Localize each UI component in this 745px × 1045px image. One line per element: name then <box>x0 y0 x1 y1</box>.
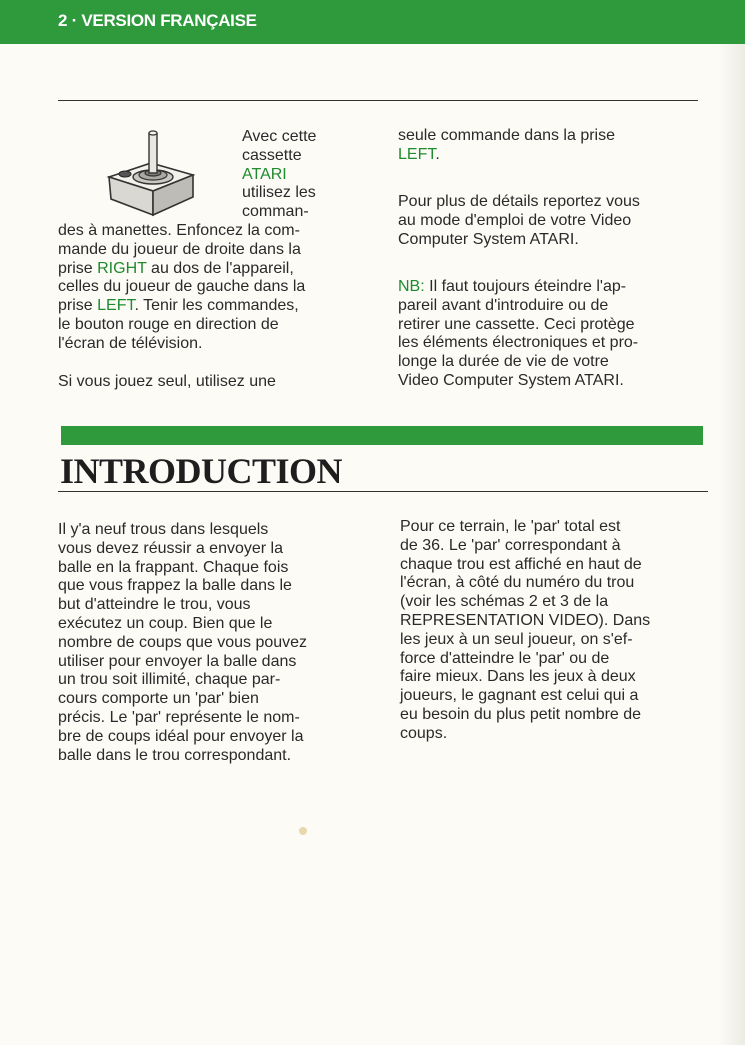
text-line: cours comporte un 'par' bien <box>58 690 259 708</box>
text-line: le bouton rouge en direction de <box>58 315 279 333</box>
text-line: comman- <box>242 203 309 221</box>
text-line: faire mieux. Dans les jeux à deux <box>400 668 636 686</box>
text-line: exécutez un coup. Bien que le <box>58 614 273 632</box>
text-line: REPRESENTATION VIDEO). Dans <box>400 611 651 629</box>
text-line: Avec cette <box>242 128 317 145</box>
text-line: mande du joueur de droite dans la <box>58 240 301 258</box>
text-line: Computer System ATARI. <box>398 230 579 248</box>
joystick-icon <box>105 125 205 220</box>
text-segment: . <box>435 145 440 163</box>
intro-right-p2 <box>398 193 640 249</box>
right-port-label: RIGHT <box>97 259 147 277</box>
text-line: chaque trou est affiché en haut de <box>400 555 642 573</box>
paper-speck <box>299 827 307 835</box>
text-line: Si vous jouez seul, utilisez une <box>58 373 276 390</box>
text-line: nombre de coups que vous pouvez <box>58 633 308 651</box>
section-title: INTRODUCTION <box>60 451 343 491</box>
text-line: eu besoin du plus petit nombre de <box>400 705 642 723</box>
text-line <box>398 278 638 297</box>
text-segment: prise <box>58 259 98 277</box>
text-line: au mode d'emploi de votre Video <box>398 211 632 229</box>
text-line <box>58 297 305 316</box>
text-line: ATARI <box>242 165 287 183</box>
text-line: précis. Le 'par' représente le nom- <box>58 708 300 726</box>
text-line: utiliser pour envoyer la balle dans <box>58 652 297 670</box>
text-line: Pour ce terrain, le 'par' total est <box>400 518 621 535</box>
text-line: de 36. Le 'par' correspondant à <box>400 536 621 554</box>
text-line: coups. <box>400 724 448 742</box>
text-line: longe la durée de vie de votre <box>398 353 609 371</box>
intro-left-paragraph <box>58 222 305 354</box>
top-rule <box>58 100 698 101</box>
text-segment: Il faut toujours éteindre l'ap- <box>424 278 627 295</box>
intro-wrap-text <box>242 128 316 222</box>
text-line: balle dans le trou correspondant. <box>58 746 292 764</box>
left-port-label: LEFT <box>97 297 135 315</box>
text-line: cassette <box>242 146 302 164</box>
text-line: balle en la frappant. Chaque fois <box>58 558 289 576</box>
section-green-band <box>61 426 703 445</box>
text-line: seule commande dans la prise <box>398 127 616 144</box>
text-line: les jeux à un seul joueur, on s'ef- <box>400 630 633 648</box>
text-line: vous devez réussir a envoyer la <box>58 539 283 557</box>
text-line: des à manettes. Enfoncez la com- <box>58 222 300 239</box>
text-line: Il y'a neuf trous dans lesquels <box>58 521 269 538</box>
text-line: retirer une cassette. Ceci protège <box>398 315 635 333</box>
body-left-column <box>58 521 307 765</box>
text-segment: au dos de l'appareil, <box>146 259 294 277</box>
text-line: force d'atteindre le 'par' ou de <box>400 649 610 667</box>
body-right-column <box>400 518 650 744</box>
text-line: joueurs, le gagnant est celui qui a <box>400 687 639 705</box>
text-segment: . Tenir les commandes, <box>134 297 299 315</box>
text-segment: prise <box>58 297 98 315</box>
text-line: pareil avant d'introduire ou de <box>398 296 609 314</box>
text-line: les éléments électroniques et pro- <box>398 334 639 352</box>
header-bar <box>0 0 745 44</box>
text-line: Video Computer System ATARI. <box>398 371 624 389</box>
left-port-label: LEFT <box>398 145 436 163</box>
text-line: que vous frappez la balle dans le <box>58 577 292 595</box>
page-edge-shadow <box>719 44 745 1045</box>
text-line: l'écran, à côté du numéro du trou <box>400 574 635 592</box>
text-line: Pour plus de détails reportez vous <box>398 193 640 210</box>
text-line: un trou soit illimité, chaque par- <box>58 671 281 689</box>
text-line: celles du joueur de gauche dans la <box>58 278 306 296</box>
nb-label: NB: <box>398 278 425 295</box>
text-line: bre de coups idéal pour envoyer la <box>58 727 304 745</box>
text-line <box>398 146 615 165</box>
page-header-title: 2 · VERSION FRANÇAISE <box>58 11 257 30</box>
text-line: l'écran de télévision. <box>58 334 203 352</box>
intro-right-nb <box>398 278 638 391</box>
intro-right-p1 <box>398 127 615 165</box>
text-line: but d'atteindre le trou, vous <box>58 596 251 614</box>
section-rule <box>58 491 708 492</box>
text-line <box>58 260 305 279</box>
text-line: (voir les schémas 2 et 3 de la <box>400 593 609 611</box>
solo-player-line <box>58 373 276 392</box>
text-line: utilisez les <box>242 184 316 202</box>
